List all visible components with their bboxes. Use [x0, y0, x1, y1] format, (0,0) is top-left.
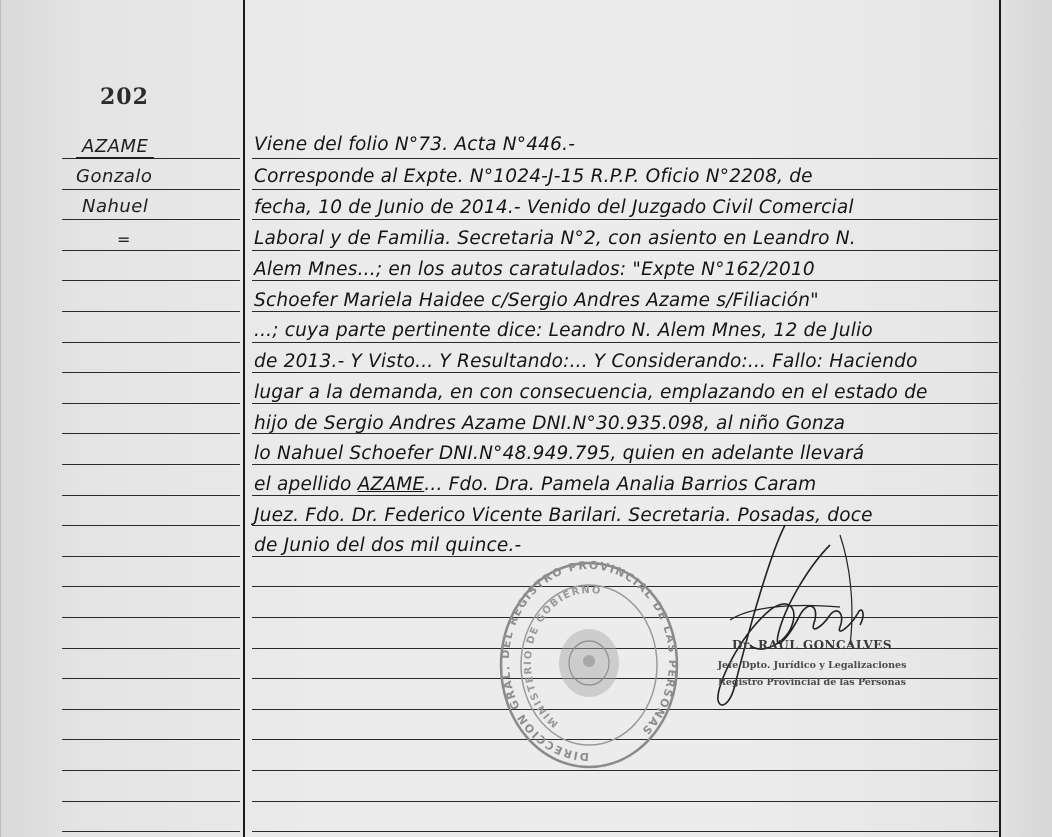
margin-rule-line	[62, 525, 240, 526]
right-margin-line	[999, 0, 1001, 837]
body-rule-line	[252, 219, 998, 220]
margin-rule-line	[62, 495, 240, 496]
stamp-organization: Registro Provincial de las Personas	[717, 677, 906, 688]
seal-inner-text: MINISTERIO DE GOBIERNO	[522, 584, 603, 730]
margin-rule-line	[62, 219, 240, 220]
margin-rule-line	[62, 831, 240, 832]
body-line-2: Corresponde al Expte. N°1024-J-15 R.P.P. Oficio N°2208, de	[254, 166, 813, 187]
official-seal	[495, 555, 683, 775]
body-line-12-end: ... Fdo. Dra. Pamela Analia Barrios Caram	[424, 474, 817, 495]
body-rule-line	[252, 280, 998, 281]
body-line-8: de 2013.- Y Visto... Y Resultando:... Y Considerando:... Fallo: Haciendo	[254, 351, 918, 372]
margin-rule-line	[62, 311, 240, 312]
body-line-14: de Junio del dos mil quince.-	[254, 535, 522, 556]
margin-rule-line	[62, 801, 240, 802]
margin-rule-line	[62, 280, 240, 281]
body-line-13: Juez. Fdo. Dr. Federico Vicente Barilari. Secretaria. Posadas, doce	[254, 505, 873, 526]
body-rule-line	[252, 189, 998, 190]
body-line-9: lugar a la demanda, en con consecuencia, emplazando en el estado de	[254, 382, 928, 403]
body-line-12-start: el apellido	[254, 474, 352, 495]
body-line-6: Schoefer Mariela Haidee c/Sergio Andres Azame s/Filiación"	[254, 290, 819, 311]
margin-rule-line	[62, 342, 240, 343]
margin-rule-line	[62, 250, 240, 251]
margin-surname: AZAME	[76, 136, 154, 159]
margin-second-name: Nahuel	[82, 196, 149, 217]
margin-rule-line	[62, 403, 240, 404]
margin-rule-line	[62, 770, 240, 771]
body-line-3: fecha, 10 de Junio de 2014.- Venido del Juzgado Civil Comercial	[254, 197, 854, 218]
body-rule-line	[252, 372, 998, 373]
margin-rule-line	[62, 464, 240, 465]
folio-number: 202	[100, 84, 149, 110]
body-line-4: Laboral y de Familia. Secretaria N°2, con asiento en Leandro N.	[254, 228, 856, 249]
body-line-12	[254, 474, 998, 495]
margin-rule-line	[62, 556, 240, 557]
stamp-role: Jefe Dpto. Jurídico y Legalizaciones	[717, 660, 907, 671]
body-rule-line	[252, 495, 998, 496]
left-border-line	[0, 0, 1, 837]
body-rule-line	[252, 311, 998, 312]
body-line-7: ...; cuya parte pertinente dice: Leandro N. Alem Mnes, 12 de Julio	[254, 320, 873, 341]
body-rule-line	[252, 831, 998, 832]
body-line-10: hijo de Sergio Andres Azame DNI.N°30.935.098, al niño Gonza	[254, 413, 846, 434]
margin-rule-line	[62, 739, 240, 740]
signature-stamp	[702, 638, 922, 688]
body-rule-line	[252, 250, 998, 251]
body-line-5: Alem Mnes...; en los autos caratulados: "Expte N°162/2010	[254, 259, 815, 280]
body-line-1: Viene del folio N°73. Acta N°446.-	[254, 134, 576, 155]
body-rule-line	[252, 464, 998, 465]
margin-rule-line	[62, 678, 240, 679]
column-divider-line	[243, 0, 245, 837]
margin-rule-line	[62, 586, 240, 587]
margin-rule-line	[62, 433, 240, 434]
body-rule-line	[252, 801, 998, 802]
body-rule-line	[252, 158, 998, 159]
body-line-11: lo Nahuel Schoefer DNI.N°48.949.795, quien en adelante llevará	[254, 443, 865, 464]
seal-outer-text: DIRECCION GRAL. DEL REGISTRO PROVINCIAL DE LAS PERSONAS	[498, 558, 680, 764]
stamp-name: Dr. RAUL GONCALVES	[731, 638, 892, 652]
margin-rule-line	[62, 189, 240, 190]
body-rule-line	[252, 342, 998, 343]
margin-ditto-mark: =	[117, 230, 131, 249]
body-rule-line	[252, 403, 998, 404]
margin-first-name: Gonzalo	[76, 166, 153, 187]
margin-rule-line	[62, 617, 240, 618]
margin-rule-line	[62, 709, 240, 710]
margin-rule-line	[62, 648, 240, 649]
underlined-surname: AZAME	[357, 474, 425, 495]
margin-rule-line	[62, 372, 240, 373]
